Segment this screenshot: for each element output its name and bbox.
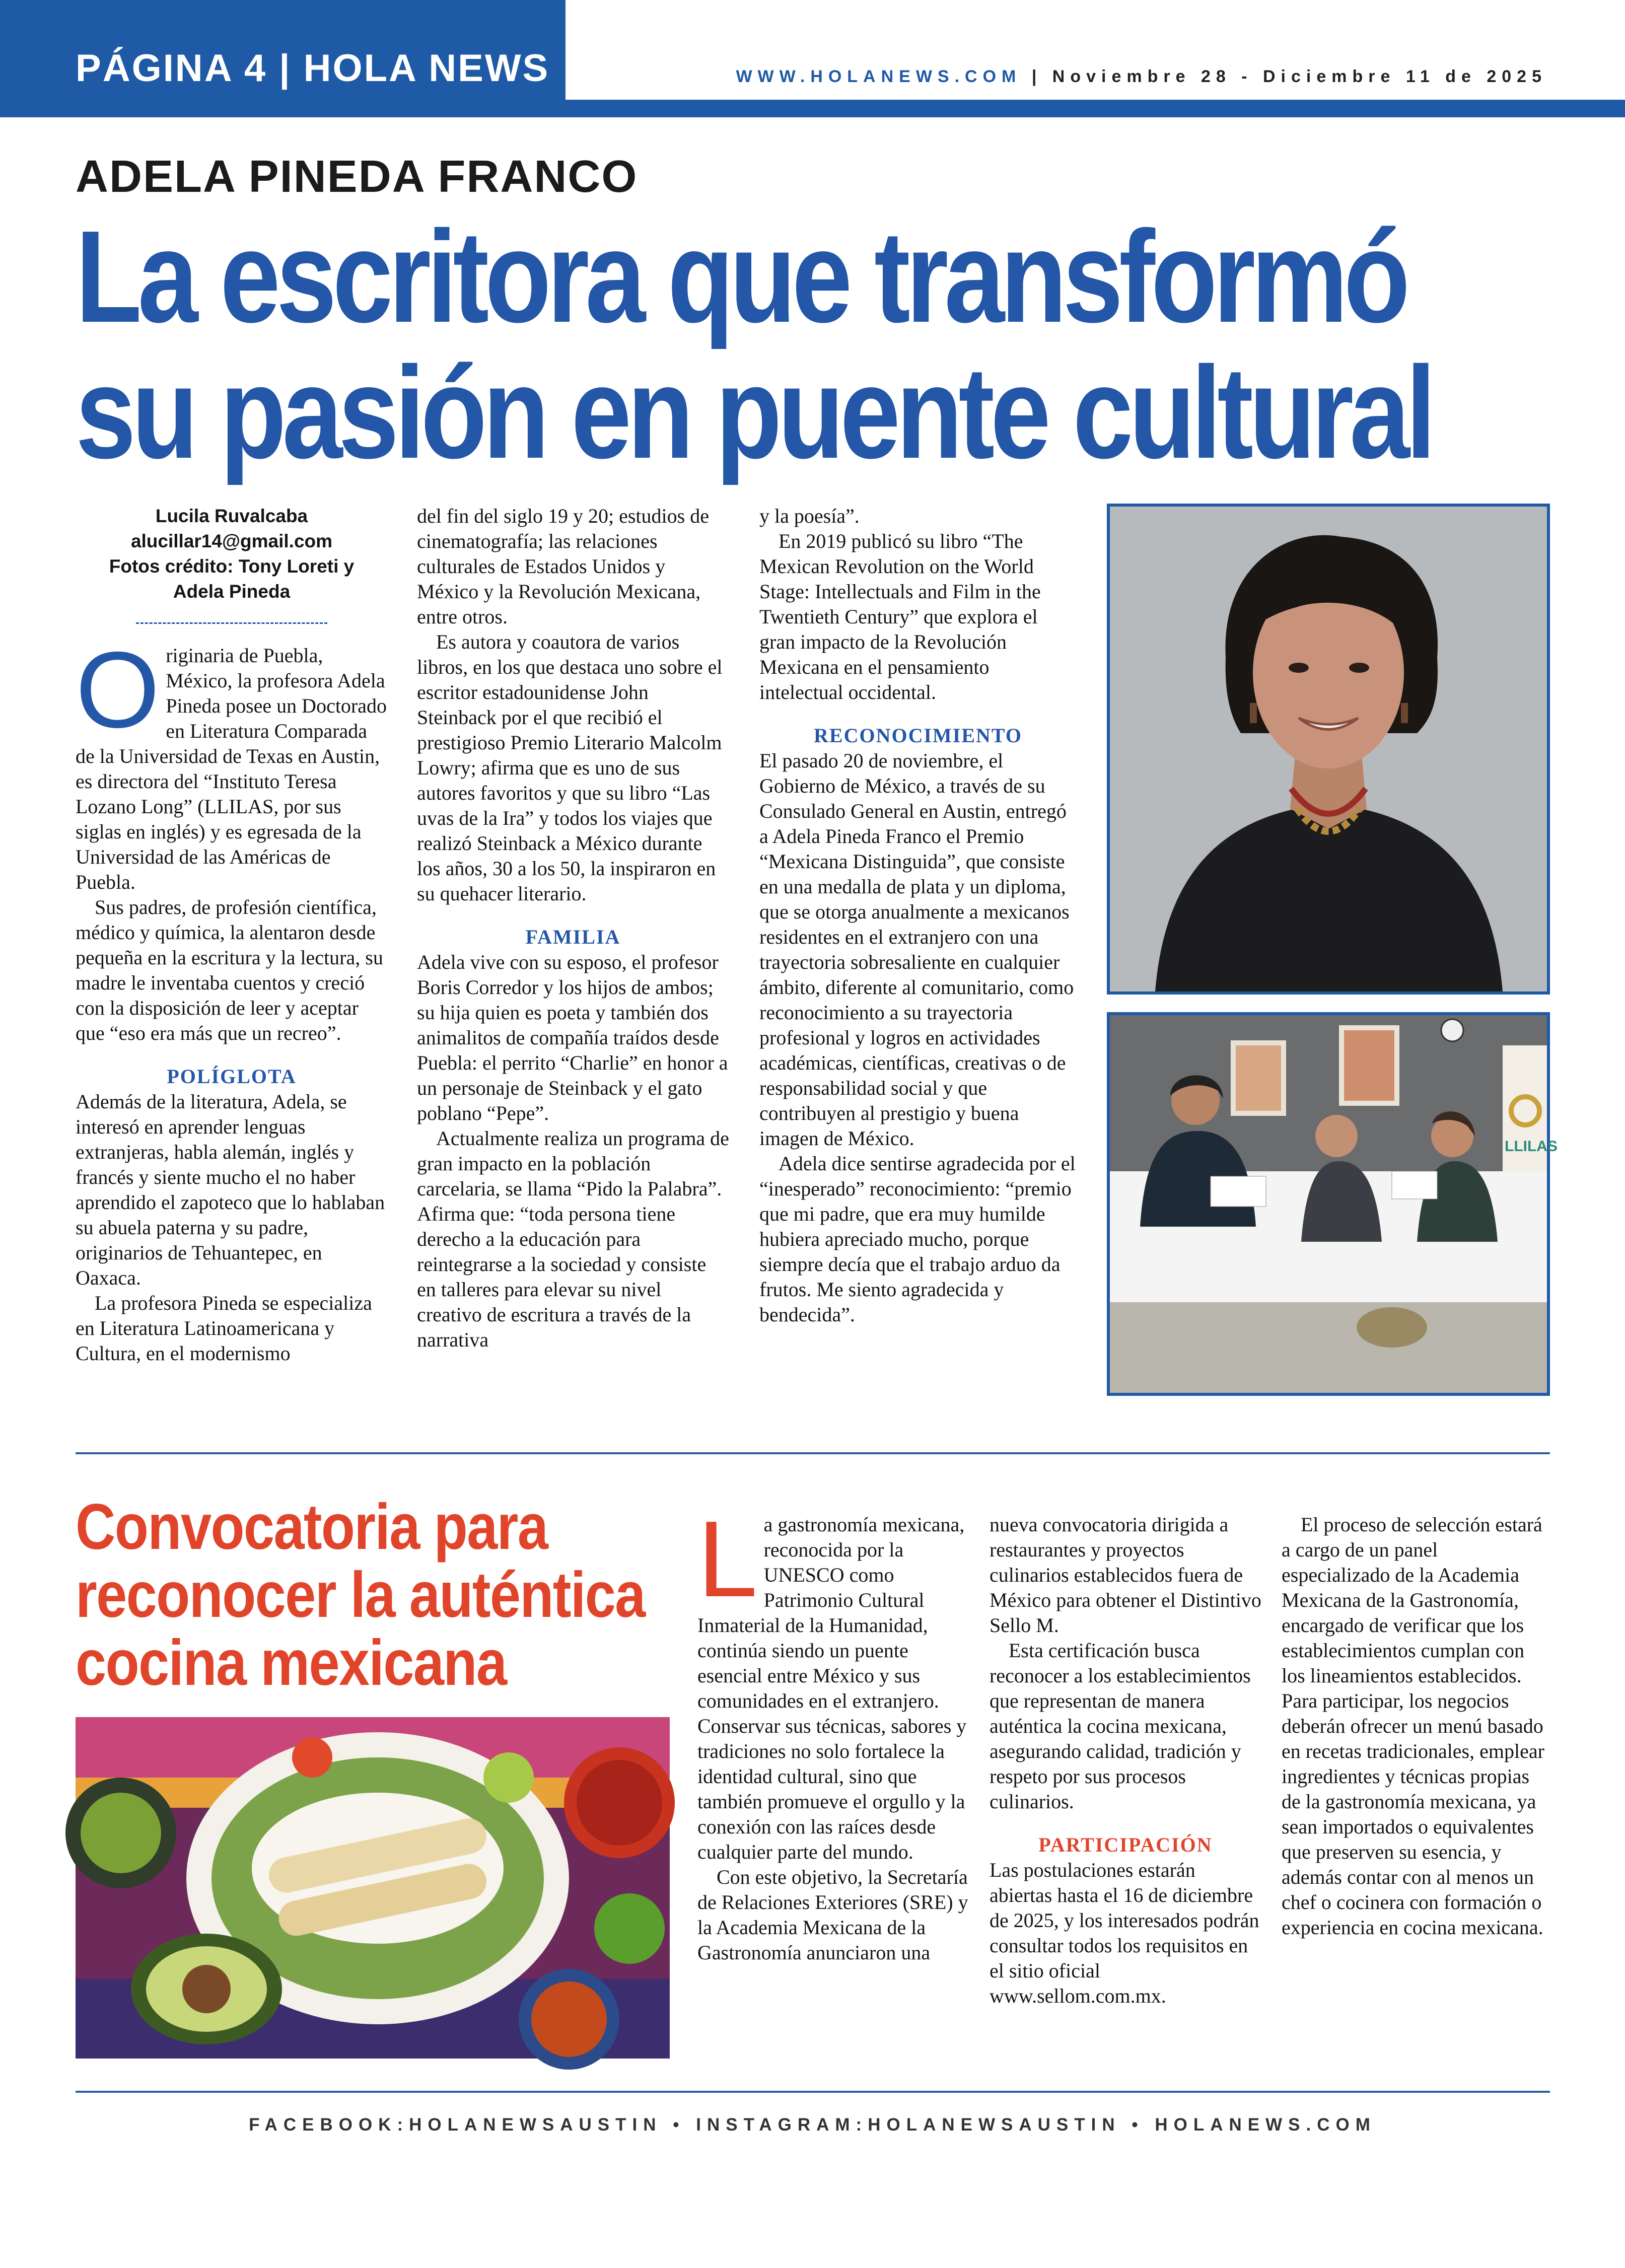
article1-paragraph: Es autora y coautora de varios libros, en los que destaca uno sobre el escritor estadounidense John Steinback por el que recibió el prestigioso Premio Literario Malcolm Lowry; afirma que es uno de sus autores favoritos y que su libro “Las uvas de la Ira” y todos los viajes que realizó Steinback a México durante los años, 30 a los 50, la inspiraron en su quehacer literario. (417, 630, 723, 905)
article1-paragraph: En 2019 publicó su libro “The Mexican Revolution on the World Stage: Intellectuals and Film in the Twentieth Century” que explora el gran impacto de la Revolución Mexicana en el pensamiento intelectual occidental. (759, 530, 1041, 703)
article1-column-2 (417, 504, 729, 1353)
drop-cap: O (76, 629, 160, 750)
article2-column-2 (990, 1512, 1261, 2009)
header-bar (566, 100, 1625, 117)
footer-social-links[interactable]: FACEBOOK:HOLANEWSAUSTIN • INSTAGRAM:HOLANEWSAUSTIN • HOLANEWS.COM (249, 2115, 1376, 2135)
article2-paragraph: Las postulaciones estarán abiertas hasta el 16 de diciembre de 2025, y los interesados podrán consultar todos los requisitos en el sitio oficial www.sellom.com.mx. (990, 1859, 1259, 2007)
article1-paragraph: y la poesía”. (759, 505, 860, 527)
article1-paragraph: El pasado 20 de noviembre, el Gobierno de México, a través de su Consulado General en Austin, entregó a Adela Pineda Franco el Premio “Mexicana Distinguida”, que consiste en una medalla de plata y un diploma, que se otorga anualmente a mexicanos residentes en el extranjero con una trayectoria sobresaliente en cualquier ámbito, diferente al comunitario, como reconocimiento a su trayectoria profesional y logros en actividades académicas, científicas, creativas o de responsabilidad social y que contribuyen al prestigio y buena imagen de México. (759, 749, 1074, 1150)
drop-cap: L (697, 1498, 758, 1619)
article2-title-line-1: Convocatoria para (76, 1491, 548, 1563)
article2-paragraph: Esta certificación busca reconocer a los establecimientos que representan de manera auténtica la cocina mexicana, asegurando calidad, tradición y respeto por sus procesos culinarios. (990, 1639, 1251, 1813)
headline-line-2: su pasión en puente cultural (76, 340, 1432, 486)
subhead-reconocimiento: RECONOCIMIENTO (814, 724, 1022, 747)
article2-paragraph: Con este objetivo, la Secretaría de Relaciones Exteriores (SRE) y la Academia Mexicana de la Gastronomía anunciaron una (697, 1866, 968, 1964)
article2-column-1 (697, 1498, 969, 1965)
byline-photo-credit: Fotos crédito: Tony Loreti y (109, 556, 355, 577)
article1-paragraph: La profesora Pineda se especializa en Literatura Latinoamericana y Cultura, en el modernismo (76, 1292, 372, 1365)
banner-text: LLILAS (1505, 1138, 1558, 1155)
website-link[interactable]: WWW.HOLANEWS.COM (736, 67, 1022, 86)
panel-event-photo (1107, 1012, 1558, 1396)
portrait-photo (1107, 504, 1550, 995)
article-kicker: ADELA PINEDA FRANCO (76, 152, 638, 202)
article2-title-line-3: cocina mexicana (76, 1627, 507, 1699)
article1-paragraph: Adela dice sentirse agradecida por el “inesperado” reconocimiento: “premio que mi padre, que era muy humilde hubiera apreciado mucho, porque siempre decía que el trabajo arduo da frutos. Me siento agradecida y bendecida”. (759, 1152, 1076, 1326)
article1-paragraph: Adela vive con su esposo, el profesor Boris Corredor y los hijos de ambos; su hija quien es poeta y también dos animalitos de compañía traídos desde Puebla: el perrito “Charlie” en honor a un personaje de Steinback y el gato poblano “Pepe”. (417, 951, 728, 1124)
article2-column-3 (1282, 1512, 1551, 1940)
subhead-poliglota: POLÍGLOTA (167, 1065, 297, 1088)
article2-paragraph: nueva convocatoria dirigida a restaurantes y proyectos culinarios establecidos fuera de México para obtener el Distintivo Sello M. (990, 1513, 1261, 1637)
page-label: PÁGINA 4 | HOLA NEWS (76, 47, 550, 90)
article2-paragraph: La gastronomía mexicana, reconocida por la UNESCO como Patrimonio Cultural Inmaterial de la Humanidad, continúa siendo un puente esencial entre México y sus comunidades en el extranjero. Conservar sus técnicas, sabores y tradiciones no solo fortalece la identidad cultural, sino que también promueve el orgullo y la conexión con las raíces desde cualquier parte del mundo. (697, 1498, 967, 1863)
article2-paragraph: El proceso de selección estará a cargo de un panel especializado de la Academia Mexicana de la Gastronomía, encargado de verificar que los establecimientos cumplan con los lineamientos establecidos. Para participar, los negocios deberán ofrecer un menú basado en recetas tradicionales, emplear ingredientes y técnicas propias de la gastronomía mexicana, ya sean importados o equivalentes que preserven su esencia, y además contar con al menos un chef o cocinera con formación o experiencia en cocina mexicana. (1282, 1513, 1544, 1939)
byline-author: Lucila Ruvalcaba (155, 506, 308, 526)
article2-title (76, 1493, 645, 1697)
article1-column-1 (76, 504, 388, 1366)
article1-paragraph: Actualmente realiza un programa de gran impacto en la población carcelaria, se llama “Pido la Palabra”. Afirma que: “toda persona tiene derecho a la educación para reintegrarse a la sociedad y consiste en talleres para elevar su nivel creativo de escritura a través de la narrativa (417, 1127, 729, 1351)
article1-paragraph: Además de la literatura, Adela, se interesó en aprender lenguas extranjeras, habla alemán, inglés y francés y siente mucho el no haber aprendido el zapoteco que lo hablaban su abuela paterna y su padre, originarios de Tehuantepec, en Oaxaca. (76, 1090, 385, 1289)
byline-photo-credit-2: Adela Pineda (173, 581, 291, 602)
article1-paragraph: Originaria de Puebla, México, la profesora Adela Pineda posee un Doctorado en Literatura Comparada de la Universidad de Texas en Austin, es directora del “Instituto Teresa Lozano Long” (LLILAS, por sus siglas en inglés) y es egresada de la Universidad de las Américas de Puebla. (76, 629, 387, 893)
header-meta (736, 67, 1547, 87)
subhead-familia: FAMILIA (525, 926, 621, 948)
byline-divider (136, 622, 327, 624)
article1-paragraph: del fin del siglo 19 y 20; estudios de cinematografía; las relaciones culturales de Estados Unidos y México y la Revolución Mexicana, entre otros. (417, 505, 709, 628)
article1-paragraph: Sus padres, de profesión científica, médico y química, la alentaron desde pequeña en la escritura y la lectura, su madre le inventaba cuentos y creció con la disposición de leer y aceptar que “eso era más que un recreo”. (76, 896, 383, 1044)
subhead-participacion: PARTICIPACIÓN (1038, 1833, 1213, 1856)
byline (76, 504, 388, 604)
mexican-food-photo (76, 1717, 670, 2059)
issue-date: | Noviembre 28 - Diciembre 11 de 2025 (1021, 67, 1547, 86)
article2-title-line-2: reconocer la auténtica (76, 1559, 645, 1631)
headline-line-1: La escritora que transformó (76, 204, 1406, 350)
byline-email[interactable]: alucillar14@gmail.com (130, 531, 333, 551)
section-divider (76, 1452, 1550, 1454)
article1-column-3 (759, 504, 1077, 1327)
footer-divider (76, 2091, 1550, 2093)
